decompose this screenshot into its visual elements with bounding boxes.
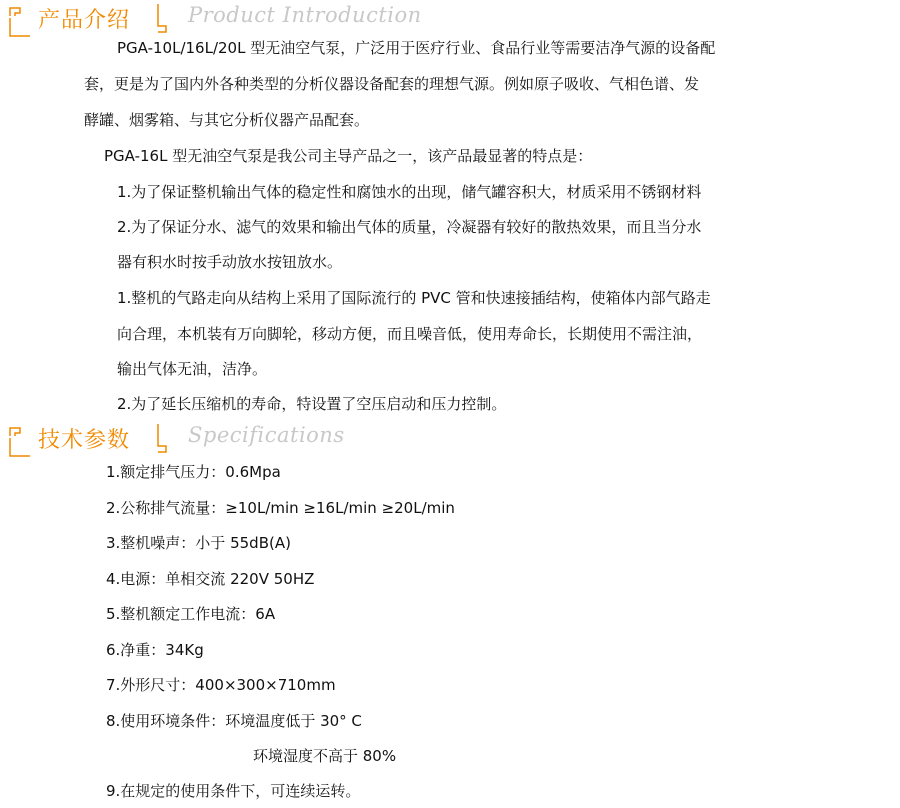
spec-item: 1.额定排气压力：0.6Mpa (106, 463, 281, 481)
section-title: 产品介绍 (38, 8, 131, 33)
paragraph-line: PGA-16L 型无油空气泵是我公司主导产品之一，该产品最显著的特点是： (104, 147, 593, 165)
spec-item: 9.在规定的使用条件下，可连续运转。 (106, 782, 361, 800)
section-subtitle: Specifications (188, 423, 345, 447)
feature-item: 器有积水时按手动放水按钮放水。 (117, 253, 343, 271)
spec-item: 6.净重：34Kg (106, 641, 204, 659)
section-subtitle: Product Introduction (188, 3, 422, 27)
feature-item: 向合理，本机装有万向脚轮，移动方便，而且噪音低，使用寿命长，长期使用不需注油， (117, 325, 703, 343)
specifications-header (0, 420, 900, 460)
feature-item: 2.为了保证分水、滤气的效果和输出气体的质量，冷凝器有较好的散热效果，而且当分水 (117, 218, 702, 236)
paragraph-line: PGA-10L/16L/20L 型无油空气泵，广泛用于医疗行业、食品行业等需要洁净气源的设备配 (117, 39, 716, 57)
feature-item: 2.为了延长压缩机的寿命，特设置了空压启动和压力控制。 (117, 395, 507, 413)
spec-item: 4.电源：单相交流 220V 50HZ (106, 570, 315, 588)
section-title: 技术参数 (38, 428, 131, 453)
spec-item-continuation: 环境湿度不高于 80% (253, 747, 397, 765)
spec-item: 8.使用环境条件：环境温度低于 30° C (106, 712, 362, 730)
feature-item: 1.整机的气路走向从结构上采用了国际流行的 PVC 管和快速接插结构，使箱体内部气路走 (117, 289, 711, 307)
feature-item: 1.为了保证整机输出气体的稳定性和腐蚀水的出现，储气罐容积大，材质采用不锈钢材料 (117, 183, 702, 201)
spec-item: 2.公称排气流量：≥10L/min ≥16L/min ≥20L/min (106, 499, 455, 517)
spec-item: 5.整机额定工作电流：6A (106, 605, 276, 623)
paragraph-line: 酵罐、烟雾箱、与其它分析仪器产品配套。 (84, 111, 370, 129)
feature-item: 输出气体无油，洁净。 (117, 360, 268, 378)
paragraph-line: 套，更是为了国内外各种类型的分析仪器设备配套的理想气源。例如原子吸收、气相色谱、发 (84, 75, 700, 93)
spec-item: 3.整机噪声：小于 55dB(A) (106, 534, 291, 552)
spec-item: 7.外形尺寸：400×300×710mm (106, 676, 336, 694)
title-frame (8, 422, 168, 456)
